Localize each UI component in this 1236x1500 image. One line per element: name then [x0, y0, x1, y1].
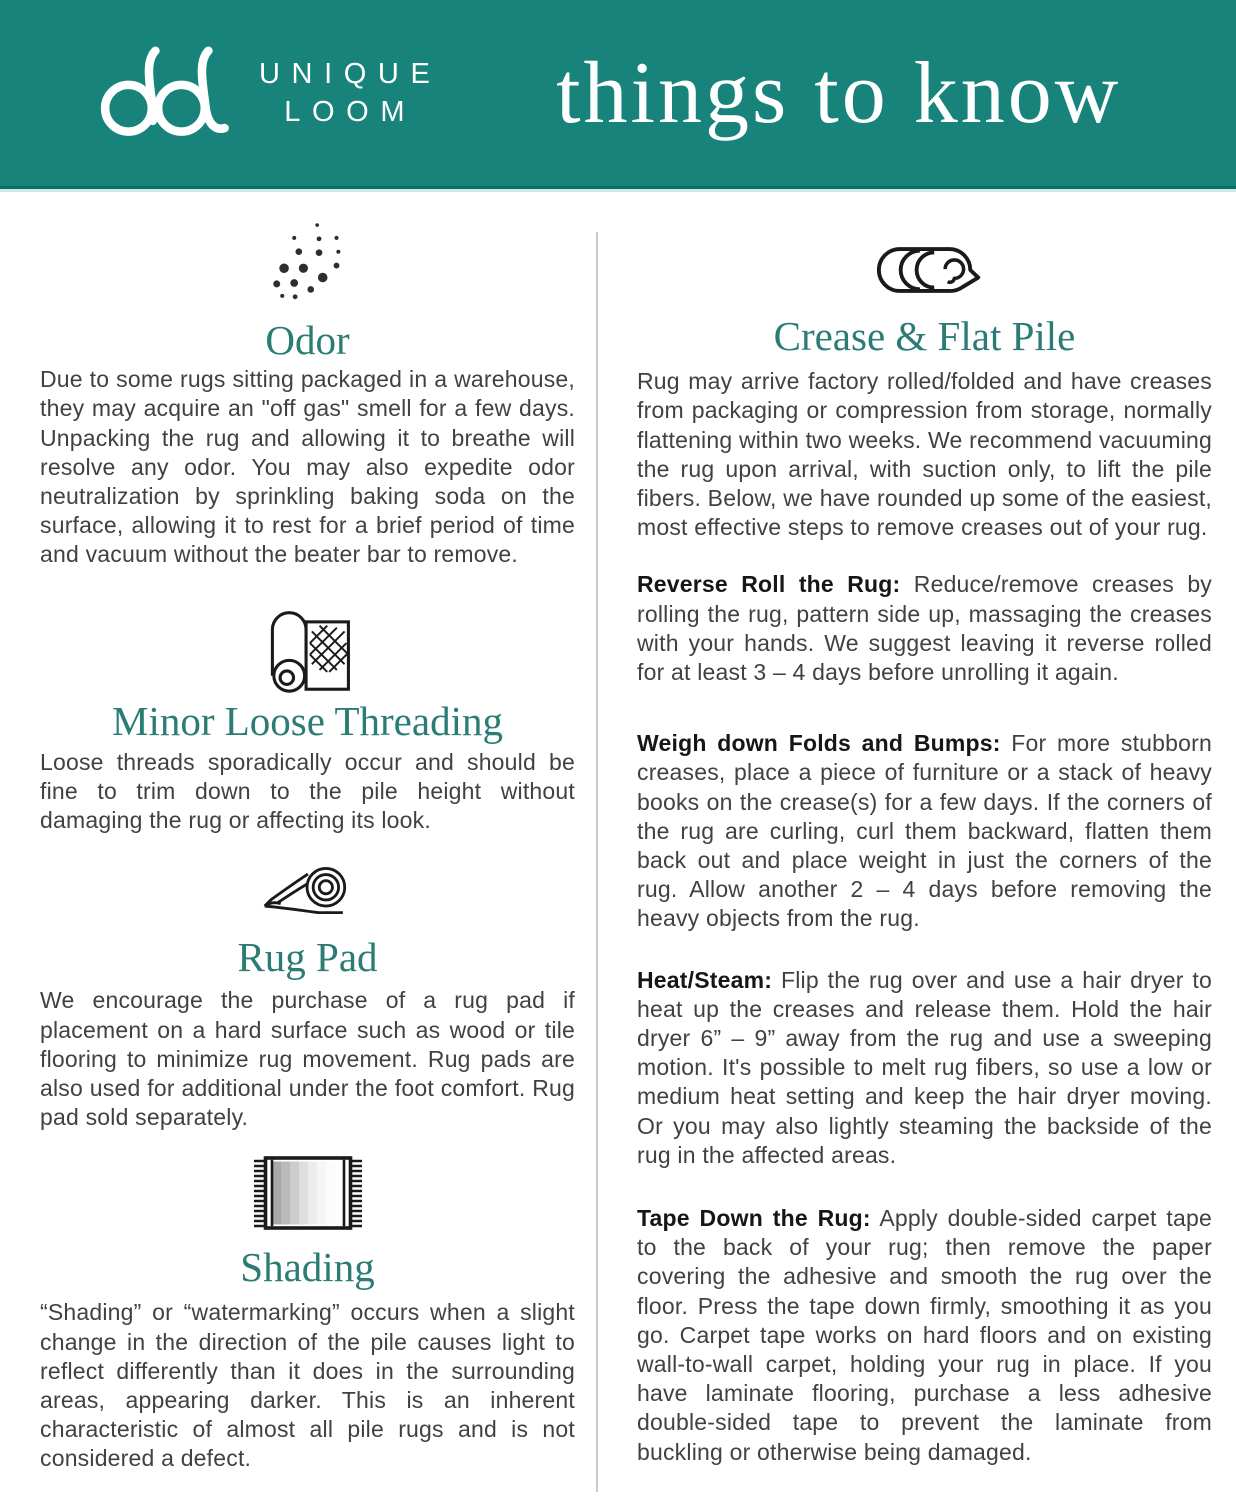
- tip-text-weigh-down: For more stubborn creases, place a piece of furniture or a stack of heavy books on the crease(s) for a few days. If the corners of the rug are curling, curl them backward, flatten them back out and place weight in just the corners of the rug. Allow another 2 – 4 days before removing the heavy objects from the rug.: [637, 730, 1213, 932]
- section-body-odor: Due to some rugs sitting packaged in a warehouse, they may acquire an "off gas" smell for a few days. Unpacking the rug and allowing it to breathe will resolve any odor. You may also expedite odor neutralization by sprinkling baking soda on the surface, allowing it to rest for a brief period of time and vacuum without the beater bar to remove.: [40, 366, 575, 568]
- tip-label-heat-steam: Heat/Steam:: [637, 966, 773, 993]
- tip-label-tape-down: Tape Down the Rug:: [637, 1204, 871, 1231]
- tip-text-reverse-roll: Reduce/remove creases by rolling the rug, pattern side up, massaging the creases with your hands. We suggest leaving it reverse rolled for at least 3 – 4 days before unrolling it again.: [637, 571, 1213, 685]
- rolled-rug-thread-icon: [40, 593, 575, 695]
- section-body-threading: Loose threads sporadically occur and should be fine to trim down to the pile height without damaging the rug or affecting its look.: [40, 748, 575, 834]
- tip-heat-steam: [637, 966, 1212, 1170]
- brand-wordmark: [259, 55, 441, 132]
- section-body-rug-pad: We encourage the purchase of a rug pad if placement on a hard surface such as wood or tile flooring to minimize rug movement. Rug pads are also used for additional under the foot comfort. Rug pad sold separately.: [40, 987, 575, 1131]
- crease-intro-paragraph: Rug may arrive factory rolled/folded and have creases from packaging or compression from storage, normally flattening within two weeks. We recommend vacuuming the rug upon arrival, with suction only, to lift the pile fibers. Below, we have rounded up some of the easiest, most effective steps to remove creases out of your rug.: [637, 368, 1212, 541]
- section-body-shading: “Shading” or “watermarking” occurs when a slight change in the direction of the pile causes light to reflect differently than it does in the surrounding areas, appearing darker. This is an inherent characteristic of almost all pile rugs and is not considered a defect.: [40, 1299, 575, 1472]
- unique-loom-logomark-icon: [96, 40, 231, 146]
- odor-specks-icon: [40, 214, 575, 306]
- right-column: [597, 192, 1236, 1490]
- section-title-crease: Crease & Flat Pile: [773, 313, 1076, 359]
- tip-text-tape-down: Apply double-sided carpet tape to the back of your rug; then remove the paper covering the adhesive and smooth the rug over the floor. Press the tape down firmly, smoothing it as you go. Carpet tape works on hard floors and on existing wall-to-wall carpet, holding your rug in place. If you have laminate flooring, purchase a less adhesive double-sided tape to prevent the laminate from buckling or otherwise being damaged.: [637, 1204, 1212, 1465]
- shading-rug-icon: [40, 1155, 575, 1231]
- brand-line2: LOOM: [284, 96, 417, 128]
- rug-pad-roll-icon: [40, 859, 575, 923]
- left-column: [0, 192, 597, 1497]
- tip-weigh-down: [637, 729, 1212, 933]
- page-title: things to know: [556, 44, 1122, 142]
- section-title-shading: Shading: [240, 1244, 375, 1291]
- section-title-odor: Odor: [265, 317, 350, 363]
- tip-tape-down: [637, 1204, 1212, 1467]
- section-title-rug-pad: Rug Pad: [237, 934, 378, 981]
- tip-label-reverse-roll: Reverse Roll the Rug:: [637, 571, 901, 598]
- tip-label-weigh-down: Weigh down Folds and Bumps:: [637, 730, 1001, 757]
- tip-reverse-roll: [637, 570, 1212, 687]
- unique-loom-logo: [96, 40, 441, 146]
- section-title-threading: Minor Loose Threading: [112, 697, 503, 744]
- content-columns: [0, 192, 1236, 1497]
- column-divider: [596, 232, 598, 1492]
- header-banner: [0, 0, 1236, 186]
- creased-roll-icon: [637, 244, 1212, 296]
- tip-text-heat-steam: Flip the rug over and use a hair dryer to heat up the creases and release them. Hold the hair dryer 6” – 9” away from the rug and use a sweeping motion. It's possible to melt rug fibers, so use a low or medium heat setting and keep the hair dryer moving. Or you may also lightly steaming the backside of the rug in the affected areas.: [637, 966, 1212, 1168]
- brand-line1: UNIQUE: [259, 57, 442, 90]
